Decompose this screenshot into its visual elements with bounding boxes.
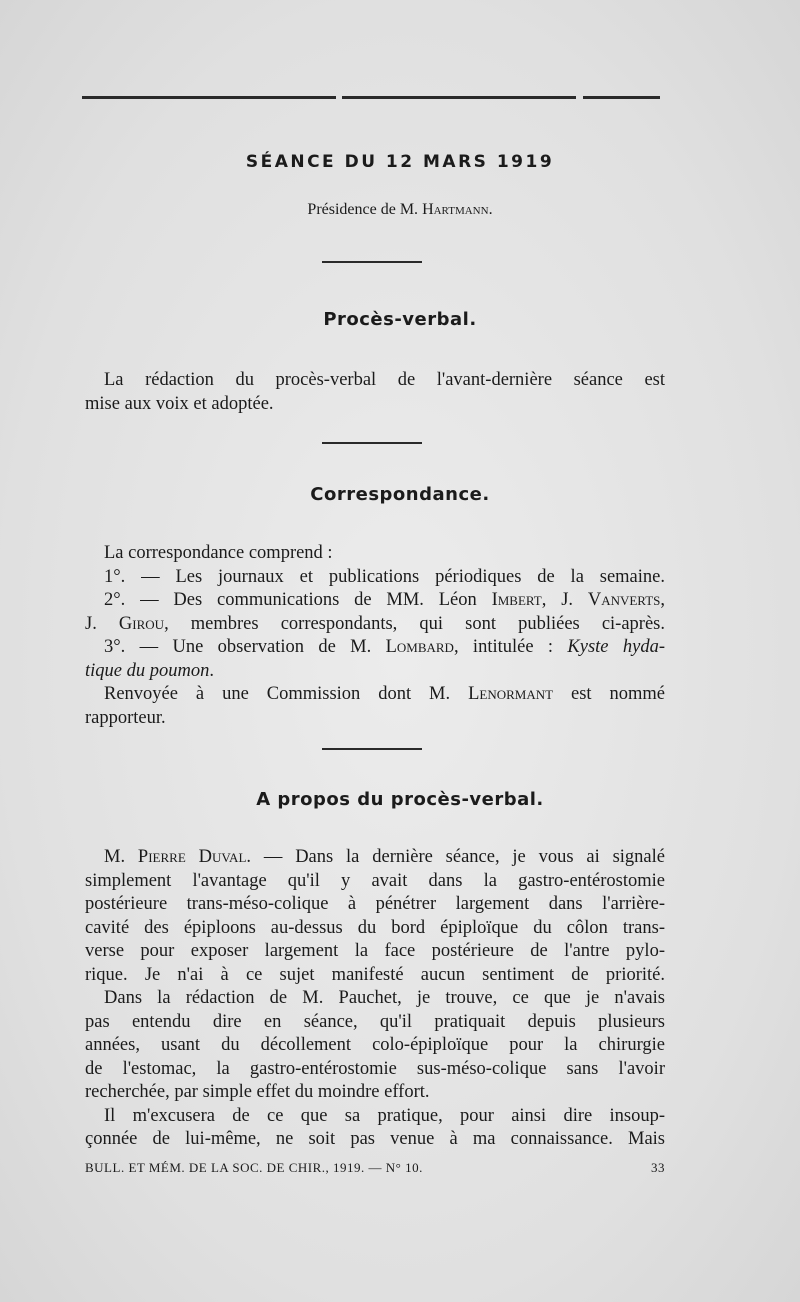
- correspondance-item-3: [85, 636, 665, 660]
- text-span: 2°. — Des communications de MM. Léon: [104, 590, 492, 610]
- text-line: cavité des épiploons au-dessus du bord épiploïque du côlon trans-: [85, 917, 665, 938]
- seance-title: SÉANCE DU 12 MARS 1919: [245, 152, 555, 172]
- text-span: J.: [85, 613, 119, 634]
- text-span: , intitulée :: [453, 637, 568, 657]
- text-line: de l'estomac, la gastro-entérostomie sus-méso-colique sans l'avoir: [85, 1058, 665, 1079]
- top-rule-left: [82, 96, 336, 99]
- correspondance-item-2: [85, 589, 665, 613]
- text-line: Il m'excusera de ce que sa pratique, pour ainsi dire insoup-: [104, 1105, 665, 1126]
- rapporteur-name: Lenormant: [468, 684, 554, 704]
- text-span: ,: [660, 590, 665, 610]
- proces-verbal-paragraph: [85, 369, 665, 416]
- correspondance-item-2-cont: [85, 613, 665, 637]
- text-span: est nommé: [553, 684, 665, 704]
- correspondance-heading: Correspondance.: [310, 484, 490, 505]
- text-span: 3°. — Une observation de M.: [104, 637, 386, 657]
- presidence-name: Hartmann.: [422, 201, 493, 218]
- text-line: verse pour exposer largement la face postérieure de l'antre pylo-: [85, 941, 665, 961]
- text-line: rique. Je n'ai à ce sujet manifesté aucun sentiment de priorité.: [85, 964, 665, 985]
- section-rule-3: [322, 748, 422, 750]
- correspondance-text: [85, 542, 665, 730]
- text-span: , membres correspondants, qui sont publiées ci-après.: [164, 613, 665, 634]
- article-title: tique du poumon: [85, 660, 210, 681]
- correspondance-item-1: 1°. — Les journaux et publications périodiques de la semaine.: [104, 566, 665, 587]
- text-span: , J.: [541, 590, 588, 610]
- text-span: Renvoyée à une Commission dont M.: [104, 684, 469, 704]
- text-span: .: [209, 660, 214, 681]
- correspondance-item-3-cont: [85, 660, 665, 684]
- text-line: recherchée, par simple effet du moindre effort.: [85, 1082, 430, 1102]
- text-line: postérieure trans-méso-colique à pénétrer largement dans l'arrière-: [85, 894, 665, 914]
- presidence-line: [0, 201, 800, 219]
- author-name: Vanverts: [587, 590, 661, 610]
- a-propos-line-1: [85, 846, 665, 870]
- author-name: Imbert: [491, 590, 542, 610]
- section-rule-1: [322, 261, 422, 263]
- correspondance-intro: La correspondance comprend :: [104, 543, 333, 563]
- correspondance-renvoi: [85, 683, 665, 707]
- proces-verbal-heading: Procès-verbal.: [323, 309, 477, 330]
- author-name: Lombard: [385, 637, 454, 657]
- text-span: M.: [104, 847, 138, 867]
- presidence-prefix: Présidence de M.: [307, 201, 423, 218]
- text-line: pas entendu dire en séance, qu'il pratiquait depuis plusieurs: [85, 1011, 665, 1032]
- text-line: La rédaction du procès-verbal de l'avant-dernière séance est: [104, 370, 665, 390]
- text-span: — Dans la dernière séance, je vous ai signalé: [251, 847, 665, 867]
- journal-reference: BULL. ET MÉM. DE LA SOC. DE CHIR., 1919. — N° 10.: [85, 1160, 423, 1175]
- text-line: mise aux voix et adoptée.: [85, 393, 274, 414]
- a-propos-text: [85, 846, 665, 1152]
- page-footer: [85, 1160, 665, 1176]
- text-line: Dans la rédaction de M. Pauchet, je trouve, ce que je n'avais: [104, 988, 665, 1008]
- section-rule-2: [322, 442, 422, 444]
- correspondance-renvoi-cont: rapporteur.: [85, 707, 166, 728]
- text-line: çonnée de lui-même, ne soit pas venue à ma connaissance. Mais: [85, 1129, 665, 1149]
- speaker-name: Pierre Duval.: [137, 847, 252, 867]
- article-title: Kyste hyda-: [567, 637, 665, 657]
- top-rule-middle: [342, 96, 576, 99]
- page-number: 33: [651, 1160, 665, 1175]
- a-propos-heading: A propos du procès-verbal.: [256, 789, 544, 810]
- author-name: Girou: [118, 613, 165, 634]
- text-line: années, usant du décollement colo-épiploïque pour la chirurgie: [85, 1035, 665, 1055]
- top-rule-right: [583, 96, 660, 99]
- proces-verbal-text: [85, 369, 665, 416]
- text-line: simplement l'avantage qu'il y avait dans la gastro-entérostomie: [85, 870, 665, 891]
